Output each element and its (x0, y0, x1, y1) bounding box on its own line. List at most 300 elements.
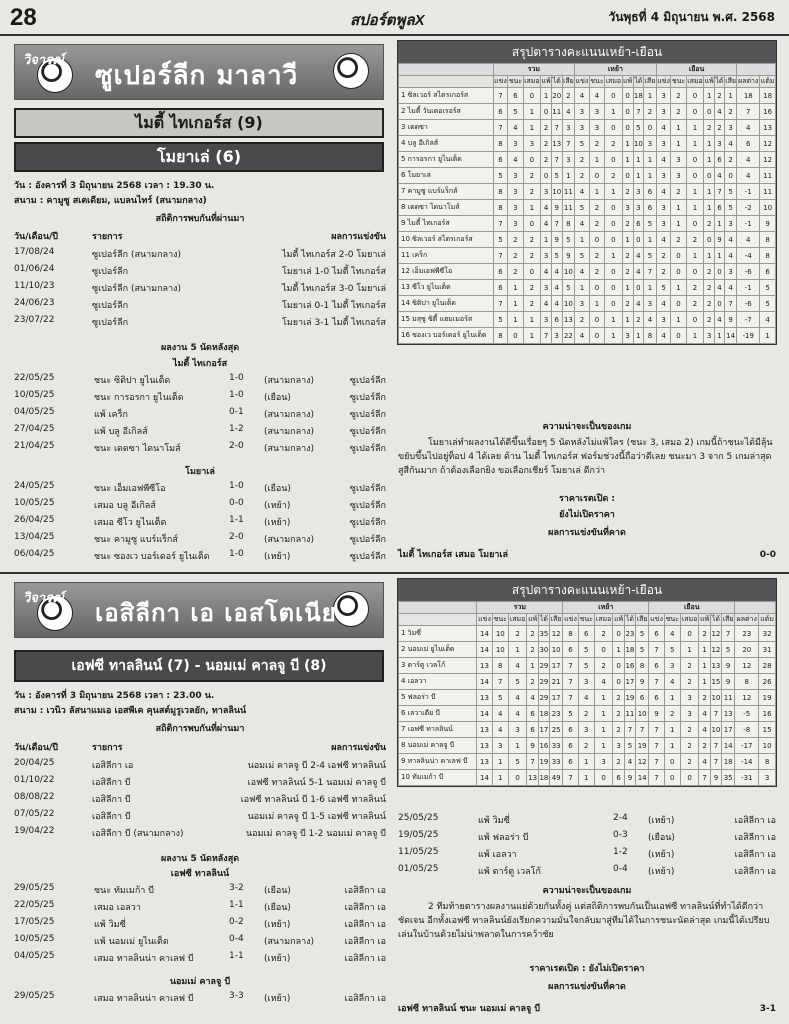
stat-cell: 5 (508, 104, 523, 120)
stat-cell: 1 (622, 280, 633, 296)
standings-table-malawi (397, 40, 777, 345)
team-name-cell: 1 วิมซี่ (399, 626, 477, 642)
form-venue: (เหย้า) (264, 501, 291, 511)
stat-cell: 2 (508, 264, 523, 280)
stat-cell: 1 (704, 88, 715, 104)
stat-cell: 9 (722, 658, 735, 674)
form-date: 06/04/25 (14, 549, 55, 559)
stat-cell: 2 (578, 706, 594, 722)
table-col-head: เสีย (562, 76, 575, 88)
stat-cell: 15 (710, 674, 721, 690)
stat-cell: 3 (492, 738, 508, 754)
stat-cell: 4 (656, 152, 671, 168)
stat-cell: 29 (538, 674, 549, 690)
stat-cell: 0 (671, 264, 686, 280)
h2h-competition: เอสิลีกา บี (92, 812, 131, 822)
stat-cell: 7 (649, 722, 664, 738)
table-row (399, 248, 776, 264)
stat-cell: 1 (686, 184, 704, 200)
form-date: 01/05/25 (398, 864, 439, 874)
stat-cell: 2 (680, 754, 699, 770)
table-col-head: ได้ (715, 76, 725, 88)
h2h-row (14, 808, 386, 823)
stat-cell: 2 (523, 280, 541, 296)
stat-cell: 7 (493, 296, 508, 312)
stat-cell: 3 (724, 216, 737, 232)
form-score: 2-0 (229, 532, 244, 542)
team-name-cell: 8 นอมเม่ คาลจู บี (399, 738, 477, 754)
stat-cell: 6 (644, 200, 657, 216)
stat-cell: 12 (636, 754, 649, 770)
stat-cell: 14 (477, 674, 492, 690)
brand-logo: สปอร์ตพูลX (350, 12, 425, 29)
h2h-col-result: ผลการแข่งขัน (331, 232, 386, 242)
stat-cell: 17 (722, 722, 735, 738)
stat-cell: 5 (551, 248, 562, 264)
stat-cell: 5 (722, 642, 735, 658)
table-col-head: แพ้ (541, 76, 552, 88)
stat-cell: 3 (562, 120, 575, 136)
stat-cell: 2 (589, 216, 604, 232)
stat-cell: 8 (735, 674, 759, 690)
stat-cell: 2 (541, 120, 552, 136)
form-venue: (สนามกลาง) (264, 376, 315, 386)
form-date: 29/05/25 (14, 883, 55, 893)
section-banner-estonia (14, 582, 384, 638)
stat-cell: 18 (760, 88, 776, 104)
stat-cell: 0 (680, 770, 699, 786)
table-col-head: เสีย (550, 614, 563, 626)
stat-cell: 4 (562, 104, 575, 120)
stat-cell: 4 (656, 328, 671, 344)
stat-cell: 6 (563, 738, 578, 754)
form-result: แพ้ วิมซี่ (478, 816, 510, 826)
stat-cell: 12 (550, 626, 563, 642)
stat-cell: 8 (492, 658, 508, 674)
form-score: 1-0 (229, 481, 244, 491)
table-row (399, 738, 776, 754)
table-col-head: แพ้ (699, 614, 710, 626)
table-row (399, 296, 776, 312)
form-venue: (เหย้า) (264, 518, 291, 528)
stat-cell: 1 (523, 200, 541, 216)
form-score: 1-1 (229, 900, 244, 910)
table-col-head: แข่ง (649, 614, 664, 626)
form-competition: ซูเปอร์ลีก (349, 501, 386, 511)
form-date: 25/05/25 (398, 813, 439, 823)
stat-cell: 1 (578, 770, 594, 786)
stat-cell: 0 (680, 626, 699, 642)
stat-cell: 3 (656, 136, 671, 152)
stat-cell: 5 (508, 754, 527, 770)
stat-cell: 0 (605, 280, 623, 296)
stat-cell: 33 (550, 738, 563, 754)
stat-cell: 4 (633, 296, 644, 312)
stat-cell: 2 (704, 296, 715, 312)
stat-cell: 3 (613, 738, 624, 754)
stat-cell: 0 (589, 168, 604, 184)
predict-score: 3-1 (759, 1004, 776, 1014)
stat-cell: 0 (704, 168, 715, 184)
stat-cell: 6 (715, 200, 725, 216)
stat-cell: 4 (699, 754, 710, 770)
stat-cell: 32 (759, 626, 776, 642)
h2h-col-list: รายการ (92, 232, 123, 242)
stat-cell: 1 (605, 184, 623, 200)
stat-cell: 4 (508, 658, 527, 674)
stat-cell: 5 (633, 120, 644, 136)
predict-title: ผลการแข่งขันที่คาด (548, 528, 626, 538)
stat-cell: 9 (724, 312, 737, 328)
stat-cell: 2 (594, 658, 613, 674)
h2h-col-date: วัน/เดือน/ปี (14, 232, 58, 242)
stat-cell: 7 (633, 104, 644, 120)
stat-cell: 8 (493, 328, 508, 344)
stat-cell: 2 (671, 184, 686, 200)
stat-cell: 2 (541, 152, 552, 168)
stat-cell: 0 (613, 626, 624, 642)
stat-cell: 23 (624, 626, 635, 642)
stat-cell: 2 (704, 216, 715, 232)
stat-cell: 13 (477, 738, 492, 754)
form-competition: เอสิลีกา เอ (344, 886, 386, 896)
stat-cell: -7 (737, 312, 760, 328)
stat-cell: 0 (594, 642, 613, 658)
stat-cell: 10 (492, 626, 508, 642)
stat-cell: 2 (589, 136, 604, 152)
h2h-competition: ซูเปอร์ลีก (92, 267, 129, 277)
form-row (14, 950, 386, 965)
form-venue: (สนามกลาง) (264, 444, 315, 454)
stat-cell: 2 (704, 264, 715, 280)
stat-cell: 5 (551, 168, 562, 184)
table-col-head: ผลต่าง (735, 614, 759, 626)
stat-cell: 4 (508, 706, 527, 722)
stat-cell: 2 (613, 722, 624, 738)
stat-cell: 0 (605, 232, 623, 248)
table-col-head: แพ้ (613, 614, 624, 626)
h2h-competition: ซูเปอร์ลีก (สนามกลาง) (92, 284, 182, 294)
form-row (398, 812, 776, 827)
table-col-head: ชนะ (664, 614, 680, 626)
stat-cell: 1 (664, 690, 680, 706)
stat-cell: 2 (527, 642, 538, 658)
stat-cell: 1 (724, 88, 737, 104)
stat-cell: -2 (737, 200, 760, 216)
section-divider (0, 572, 789, 574)
stat-cell: 23 (735, 626, 759, 642)
table-col-head: แข่ง (493, 76, 508, 88)
stat-cell: 6 (636, 690, 649, 706)
stat-cell: 1 (622, 136, 633, 152)
home-form-title: เอฟซี ทาลลินน์ (170, 869, 230, 879)
stat-cell: 2 (686, 232, 704, 248)
form-result: ชนะ ทัมเมก้า บี (94, 886, 154, 896)
form-competition: เอสิลีกา เอ (734, 833, 776, 843)
stat-cell: 6 (493, 152, 508, 168)
stat-cell: 1 (622, 152, 633, 168)
stat-cell: 4 (737, 232, 760, 248)
form-competition: ซูเปอร์ลีก (349, 393, 386, 403)
stat-cell: 4 (715, 168, 725, 184)
form-date: 21/04/25 (14, 441, 55, 451)
table-col-head: แข่ง (563, 614, 578, 626)
form-venue: (สนามกลาง) (264, 427, 315, 437)
stat-cell: 0 (686, 88, 704, 104)
table-col-head: ผลต่าง (737, 76, 760, 88)
stat-cell: 4 (760, 312, 776, 328)
stat-cell: 0 (605, 120, 623, 136)
stat-cell: 2 (671, 88, 686, 104)
stat-cell: 12 (710, 626, 721, 642)
stat-cell: 1 (644, 152, 657, 168)
table-col-head: ได้ (633, 76, 644, 88)
stat-cell: 3 (680, 706, 699, 722)
stat-cell: 4 (724, 232, 737, 248)
stat-cell: 1 (594, 738, 613, 754)
stat-cell: 3 (656, 200, 671, 216)
stat-cell: 3 (704, 328, 715, 344)
table-col-header (399, 614, 776, 626)
stat-cell: 22 (562, 328, 575, 344)
stat-cell: 3 (575, 104, 590, 120)
form-venue: (เยือน) (264, 393, 291, 403)
h2h-date: 07/05/22 (14, 809, 55, 819)
stat-cell: 0 (715, 264, 725, 280)
stat-cell: 1 (686, 328, 704, 344)
form-competition: เอสิลีกา เอ (344, 994, 386, 1004)
stat-cell: 1 (664, 722, 680, 738)
stat-cell: 14 (477, 626, 492, 642)
stat-cell: 2 (704, 120, 715, 136)
stat-cell: 1 (633, 168, 644, 184)
stat-cell: 20 (735, 642, 759, 658)
stat-cell: 0 (671, 296, 686, 312)
stat-cell: 7 (649, 754, 664, 770)
form-result: ชนะ ซองเว บอร์เดอร์ ยูไนเต็ด (94, 552, 210, 562)
stat-cell: 0 (664, 754, 680, 770)
stat-cell: 5 (724, 184, 737, 200)
stat-cell: 4 (575, 216, 590, 232)
team-name-cell: 11 เคร็ก (399, 248, 494, 264)
stat-cell: 3 (589, 104, 604, 120)
stat-cell: 0 (715, 296, 725, 312)
stat-cell: 3 (656, 104, 671, 120)
stat-cell: 25 (550, 722, 563, 738)
form-date: 04/05/25 (14, 407, 55, 417)
table-group-0: รวม (477, 602, 563, 614)
stat-cell: 3 (759, 770, 776, 786)
table-row (399, 264, 776, 280)
stat-cell: 8 (636, 658, 649, 674)
stat-cell: 4 (737, 152, 760, 168)
stat-cell: 7 (715, 184, 725, 200)
team-name-cell: 15 มสุซู ซิตี้ แฮมเมอร์ส (399, 312, 494, 328)
stat-cell: 6 (527, 706, 538, 722)
stat-cell: 1 (508, 312, 523, 328)
form-date: 11/05/25 (398, 847, 439, 857)
form-result: แพ้ ตาร์ตู เวลโก้ (478, 867, 541, 877)
stat-cell: 2 (575, 312, 590, 328)
stat-cell: 7 (541, 328, 552, 344)
stat-cell: 7 (563, 658, 578, 674)
stat-cell: 1 (699, 658, 710, 674)
team-name-cell: 5 ฟลอร่า บี (399, 690, 477, 706)
stat-cell: 2 (715, 88, 725, 104)
form-title: ผลงาน 5 นัดหลังสุด (160, 854, 240, 864)
table-corner (399, 614, 477, 626)
form-venue: (เหย้า) (648, 867, 675, 877)
stat-cell: 0 (671, 248, 686, 264)
stat-cell: 2 (508, 626, 527, 642)
stat-cell: 0 (622, 104, 633, 120)
stat-cell: 2 (622, 184, 633, 200)
h2h-competition: ซูเปอร์ลีก (92, 318, 129, 328)
stat-cell: 1 (589, 184, 604, 200)
stat-cell: 14 (636, 770, 649, 786)
stat-cell: 10 (550, 642, 563, 658)
stat-cell: 4 (737, 168, 760, 184)
stat-cell: 0 (589, 232, 604, 248)
table-col-head: ชนะ (671, 76, 686, 88)
table-group-1: เหย้า (575, 64, 657, 76)
stat-cell: 9 (636, 674, 649, 690)
stat-cell: 6 (649, 658, 664, 674)
team-name-cell: 16 ซองเว บอร์เดอร์ ยูไนเต็ด (399, 328, 494, 344)
form-venue: (เยือน) (648, 833, 675, 843)
stat-cell: 13 (477, 690, 492, 706)
stat-cell: 1 (622, 232, 633, 248)
form-score: 0-4 (229, 934, 244, 944)
team-name-cell: 2 ไมตี้ วันเดอเรอร์ส (399, 104, 494, 120)
h2h-header (14, 228, 386, 243)
table-row (399, 312, 776, 328)
table-row (399, 168, 776, 184)
form-result: ชนะ ซิติปา ยูไนเต็ด (94, 376, 171, 386)
stat-cell: 4 (594, 674, 613, 690)
form-venue: (เยือน) (264, 886, 291, 896)
table-group-2: เยือน (649, 602, 735, 614)
form-competition: ซูเปอร์ลีก (349, 484, 386, 494)
stat-cell: 2 (704, 312, 715, 328)
h2h-result: โมยาเล่ 1-0 ไมตี้ ไทเกอร์ส (282, 267, 386, 277)
stat-cell: 1 (594, 706, 613, 722)
form-venue: (เหย้า) (264, 552, 291, 562)
h2h-header (14, 739, 386, 754)
stat-cell: 0 (622, 168, 633, 184)
stat-cell: 1 (622, 312, 633, 328)
table-col-head: ชนะ (589, 76, 604, 88)
form-competition: ซูเปอร์ลีก (349, 410, 386, 420)
stat-cell: 31 (759, 642, 776, 658)
stat-cell: 2 (527, 626, 538, 642)
form-date: 19/05/25 (398, 830, 439, 840)
stat-cell: 2 (686, 280, 704, 296)
stat-cell: 9 (624, 770, 635, 786)
stat-cell: 7 (636, 722, 649, 738)
h2h-result: นอมเม่ คาลจู บี 2-4 เอฟซี ทาลลินน์ (247, 761, 386, 771)
team-name-cell: 5 การอรกา ยูไนเต็ด (399, 152, 494, 168)
stat-cell: 3 (656, 88, 671, 104)
stat-cell: 18 (538, 770, 549, 786)
stat-cell: 2 (622, 264, 633, 280)
stat-cell: 1 (562, 168, 575, 184)
stat-cell: 3 (541, 248, 552, 264)
stat-cell: 6 (644, 184, 657, 200)
stat-cell: 2 (589, 248, 604, 264)
stat-cell: 1 (527, 658, 538, 674)
stat-cell: 3 (578, 674, 594, 690)
table-col-head: แข่ง (575, 76, 590, 88)
stat-cell: 1 (715, 248, 725, 264)
stat-cell: 6 (737, 136, 760, 152)
stat-cell: 6 (649, 626, 664, 642)
stat-cell: 7 (710, 738, 721, 754)
stat-cell: 0 (686, 312, 704, 328)
stat-cell: 2 (575, 152, 590, 168)
stat-cell: 2 (680, 722, 699, 738)
stat-cell: 4 (527, 690, 538, 706)
stat-cell: 3 (671, 152, 686, 168)
chance-text: 2 ทีมท้ายตารางผลงานแย่ด้วยกันทั้งคู่ แต่สถิติการพบกันเป็นเอฟซี ทาลลินน์ที่ทำได้ดีกว่าชัดเจน อีกทั้งเอฟซี ทาลลินน์ยังเรียกความมั่นใจกลับมาสู่ทีมได้ในการชนะนัดล่าสุด เกมนี้ได้เปรียบเล่นในบ้านด้วยไม่น่าพลาดในการคว้าชัย (398, 902, 770, 940)
form-score: 1-2 (613, 847, 628, 857)
form-score: 1-1 (229, 515, 244, 525)
stat-cell: 2 (508, 248, 523, 264)
stat-cell: 10 (551, 184, 562, 200)
stat-cell: -1 (737, 184, 760, 200)
stat-cell: -19 (737, 328, 760, 344)
stat-cell: 13 (760, 120, 776, 136)
h2h-result: โมยาเล่ 3-1 ไมตี้ ไทเกอร์ส (282, 318, 386, 328)
stat-cell: 7 (724, 296, 737, 312)
h2h-title: สถิติการพบกันที่ผ่านมา (155, 214, 245, 224)
table-row (399, 280, 776, 296)
form-result: ชนะ การอรกา ยูไนเต็ด (94, 393, 184, 403)
stat-cell: 1 (523, 312, 541, 328)
stat-cell: 5 (575, 248, 590, 264)
form-row (398, 829, 776, 844)
stat-cell: 3 (508, 184, 523, 200)
form-venue: (เหย้า) (264, 954, 291, 964)
form-row (14, 480, 386, 495)
away-form-title: โมยาเล่ (185, 467, 215, 477)
stat-cell: 7 (710, 706, 721, 722)
h2h-date: 23/07/22 (14, 315, 55, 325)
stat-cell: 4 (656, 120, 671, 136)
stat-cell: 0 (664, 770, 680, 786)
stat-cell: 1 (686, 120, 704, 136)
stat-cell: 3 (656, 216, 671, 232)
team-name-cell: 9 ทาลลินน่า คาเลฟ บี (399, 754, 477, 770)
table-col-head: ชนะ (492, 614, 508, 626)
stat-cell: 2 (664, 706, 680, 722)
form-venue: (สนามกลาง) (264, 535, 315, 545)
stat-cell: 4 (715, 280, 725, 296)
form-title: ผลงาน 5 นัดหลังสุด (160, 343, 240, 353)
stat-cell: 10 (562, 296, 575, 312)
stat-cell: 4 (724, 248, 737, 264)
form-row (14, 423, 386, 438)
stat-cell: 3 (589, 120, 604, 136)
form-row (14, 514, 386, 529)
stat-cell: 0 (613, 674, 624, 690)
stat-cell: 10 (759, 738, 776, 754)
stat-cell: 2 (523, 248, 541, 264)
stat-cell: 1 (664, 738, 680, 754)
form-date: 24/05/25 (14, 481, 55, 491)
stat-cell: 7 (649, 674, 664, 690)
predict-score: 0-0 (759, 550, 776, 560)
